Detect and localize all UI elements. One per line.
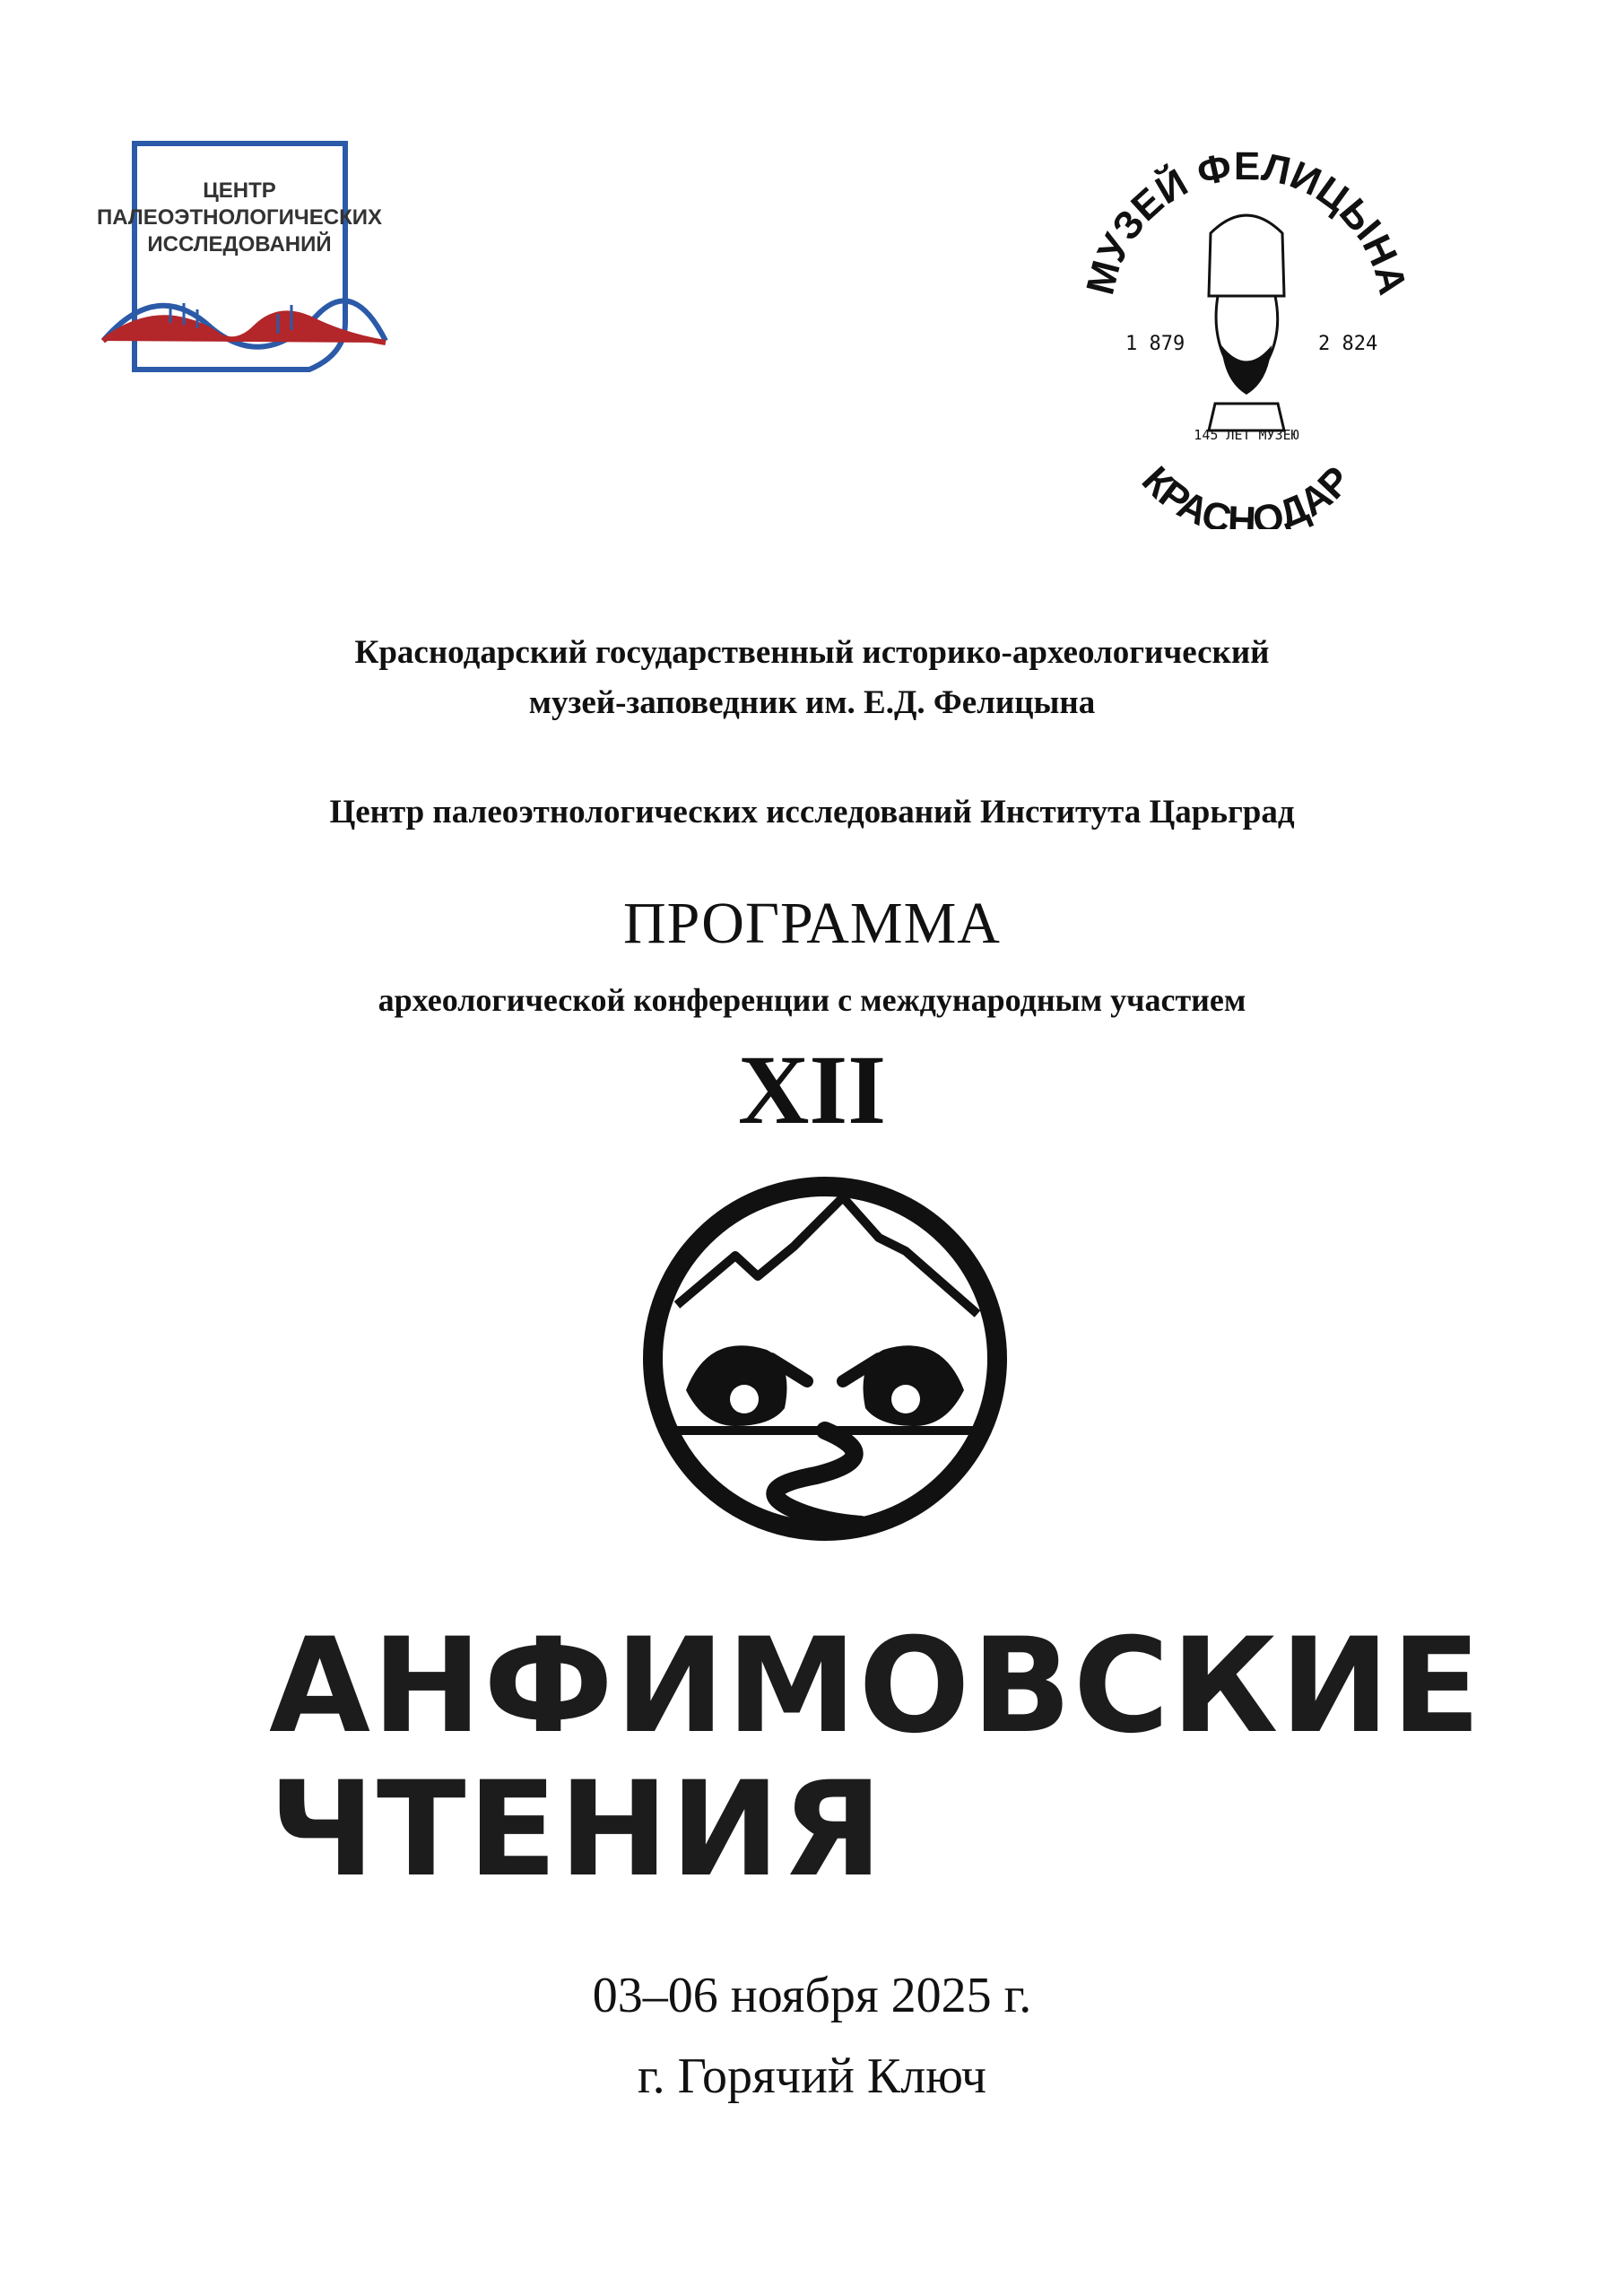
portrait-icon (1209, 215, 1284, 430)
museum-arc-city: КРАСНОДАР (1133, 457, 1360, 529)
program-title: ПРОГРАММА (623, 891, 1001, 956)
logo-text-line-1: ЦЕНТР (203, 178, 276, 203)
logo-text-line-3: ИССЛЕДОВАНИЙ (147, 232, 332, 257)
svg-text:КРАСНОДАР (1133, 458, 1359, 529)
museum-name-line-2: музей-заповедник им. Е.Д. Фелицына (528, 684, 1096, 721)
paleoethnology-center-logo (85, 135, 426, 386)
logo-text-line-2: ПАЛЕОЭТНОЛОГИЧЕСКИХ (97, 205, 382, 230)
mountain-eyes-river-icon (637, 1170, 1013, 1547)
event-dates: 03–06 ноября 2025 г. (592, 1968, 1032, 2023)
shield-logo-graphic (85, 135, 426, 386)
brand-title-line-2: ЧТЕНИЯ (269, 1753, 885, 1906)
museum-organizer (0, 628, 1624, 728)
brand-title-line-1: АНФИМОВСКИЕ (269, 1610, 1483, 1762)
conference-emblem (637, 1170, 1013, 1547)
anniversary-text: 145 ЛЕТ МУЗЕЮ (1194, 427, 1299, 443)
museum-name-line-1: Краснодарский государственный историко-археологический (354, 634, 1270, 671)
museum-emblem-graphic (1076, 135, 1417, 529)
year-right: 2 824 (1318, 333, 1378, 355)
program-subtitle: археологической конференции с международным участием (378, 982, 1246, 1018)
event-place: г. Горячий Ключ (637, 2048, 987, 2104)
edition-number: XII (737, 1035, 887, 1144)
center-organizer: Центр палеоэтнологических исследований Института Царьград (329, 794, 1295, 831)
year-left: 1 879 (1125, 333, 1185, 355)
felitsyn-museum-logo (1076, 135, 1417, 529)
museum-arc-title: МУЗЕЙ ФЕЛИЦЫНА (1078, 144, 1415, 300)
